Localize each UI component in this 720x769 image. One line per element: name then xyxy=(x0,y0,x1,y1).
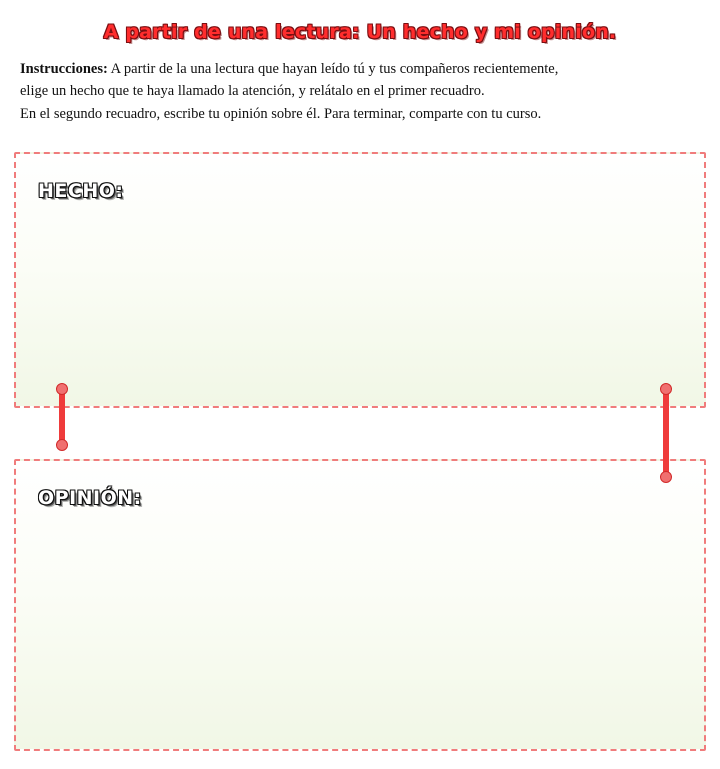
answer-box-opinion-writing-area[interactable] xyxy=(26,523,694,739)
answer-box-hecho-writing-area[interactable] xyxy=(26,216,694,396)
page-title: A partir de una lectura: Un hecho y mi opinión. xyxy=(103,20,617,43)
instructions-text-3: En el segundo recuadro, escribe tu opinión sobre él. Para terminar, comparte con tu curso. xyxy=(20,105,542,122)
answer-box-hecho-label: HECHO: xyxy=(38,180,124,202)
instructions-text-2: elige un hecho que te haya llamado la atención, y relátalo en el primer recuadro. xyxy=(20,83,485,100)
instructions-line-1 xyxy=(20,58,700,80)
answer-box-opinion[interactable] xyxy=(14,459,706,751)
instructions-text-1: A partir de la una lectura que hayan leído tú y tus compañeros recientemente, xyxy=(107,61,559,77)
instructions-lead-label: Instrucciones: xyxy=(20,61,108,77)
connector-pin-right xyxy=(663,389,669,477)
connector-pin-left xyxy=(59,389,65,445)
instructions-block xyxy=(20,58,700,125)
answer-box-hecho[interactable] xyxy=(14,152,706,408)
answer-box-opinion-label: OPINIÓN: xyxy=(38,487,142,509)
